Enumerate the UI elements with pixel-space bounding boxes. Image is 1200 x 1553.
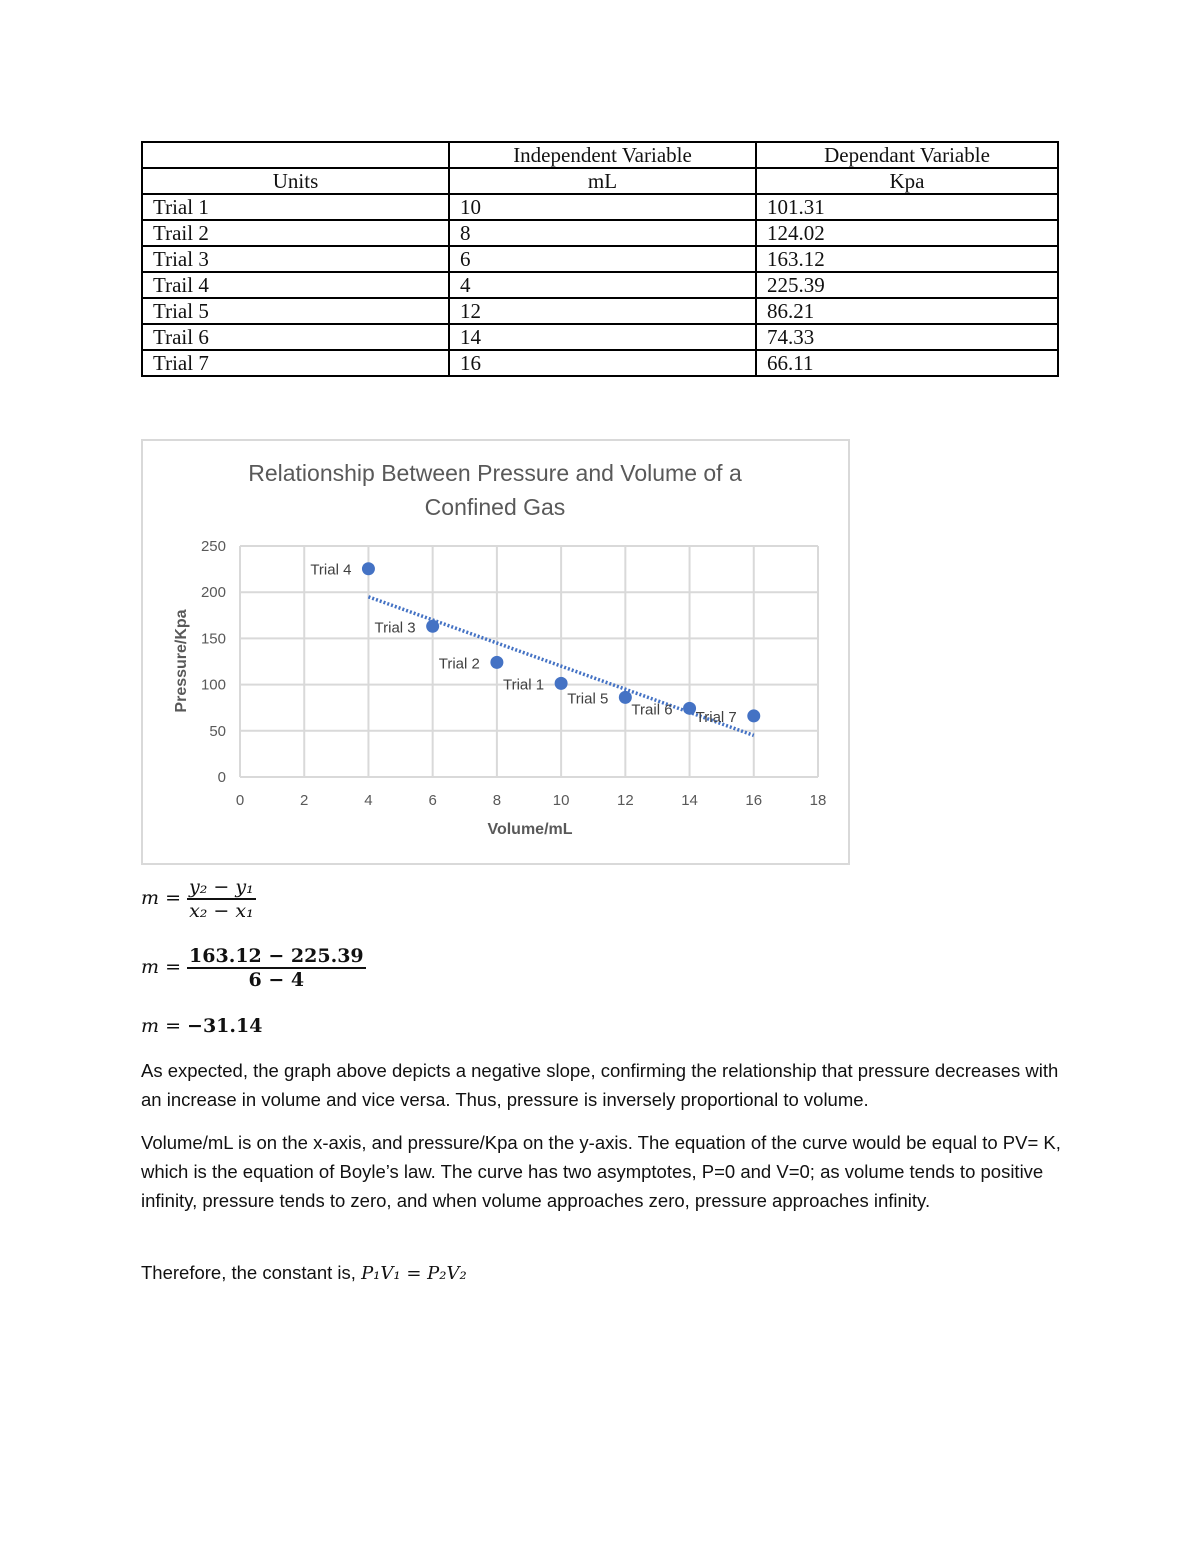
data-label: Trail 6 xyxy=(631,701,673,719)
y-tick-label: 200 xyxy=(200,584,226,602)
table-cell: 16 xyxy=(449,350,756,376)
x-tick-label: 0 xyxy=(235,792,245,809)
table-cell: 225.39 xyxy=(756,272,1058,298)
formula-numerator: y₂ − y₁ xyxy=(189,876,254,898)
x-tick-label: 6 xyxy=(428,792,437,809)
fraction xyxy=(187,876,256,922)
table-cell: 66.11 xyxy=(756,350,1058,376)
slope-formula xyxy=(141,876,256,922)
table-cell: 8 xyxy=(449,220,756,246)
table-cell: Trail 6 xyxy=(142,324,449,350)
table-cell: 163.12 xyxy=(756,246,1058,272)
data-point xyxy=(362,562,375,575)
x-tick-label: 14 xyxy=(681,792,698,809)
chart-container xyxy=(141,439,850,865)
chart-title-line-2: Confined Gas xyxy=(424,494,566,520)
table-row xyxy=(142,324,1058,350)
data-point xyxy=(426,620,439,633)
table-header-cell: Dependant Variable xyxy=(756,142,1058,168)
data-point xyxy=(490,656,503,669)
table-cell: Trial 7 xyxy=(142,350,449,376)
equals-sign: = xyxy=(165,956,181,978)
data-point xyxy=(619,691,632,704)
data-table xyxy=(141,141,1059,377)
data-point xyxy=(555,677,568,690)
table-cell: Trail 2 xyxy=(142,220,449,246)
data-label: Trial 5 xyxy=(567,690,609,708)
slope-symbol: m xyxy=(141,887,160,909)
data-label: Trial 1 xyxy=(502,676,545,694)
y-tick-label: 150 xyxy=(200,630,226,648)
slope-value: −31.14 xyxy=(187,1015,263,1037)
table-header-cell: Independent Variable xyxy=(449,142,756,168)
x-axis-label: Volume/mL xyxy=(487,821,573,838)
table-cell: 6 xyxy=(449,246,756,272)
table-cell: Trial 1 xyxy=(142,194,449,220)
paragraph-2: Volume/mL is on the x-axis, and pressure/Kpa on the y-axis. The equation of the curve would be equal to PV= K, which is the equation of Boyle’s law. The curve has two asymptotes, P=0 and V=0; as volume tends to positive infinity, pressure tends to zero, and when volume approaches zero, pressure approaches infinity. xyxy=(141,1132,1061,1211)
equals-sign: = xyxy=(165,1015,181,1037)
table-header-cell: mL xyxy=(449,168,756,194)
boyle-constant-expression: P₁V₁ = P₂V₂ xyxy=(361,1263,467,1284)
table-row xyxy=(142,220,1058,246)
data-label: Trial 7 xyxy=(695,708,737,726)
slope-substitution xyxy=(141,945,366,991)
formula-numerator: 163.12 − 225.39 xyxy=(189,945,364,967)
formula-denominator: x₂ − x₁ xyxy=(189,900,254,922)
table-cell: Trail 4 xyxy=(142,272,449,298)
data-point xyxy=(683,702,696,715)
table-row xyxy=(142,194,1058,220)
slope-symbol: m xyxy=(141,1015,160,1037)
y-tick-label: 250 xyxy=(200,538,226,555)
y-tick-label: 0 xyxy=(217,769,226,786)
data-label: Trial 2 xyxy=(438,655,480,673)
paragraph-3-text: Therefore, the constant is, xyxy=(141,1262,362,1283)
data-label: Trial 4 xyxy=(310,561,352,579)
y-axis-label: Pressure/Kpa xyxy=(173,609,190,713)
x-tick-label: 10 xyxy=(552,792,570,809)
data-point xyxy=(747,709,760,722)
x-tick-label: 18 xyxy=(809,792,827,809)
x-tick-label: 8 xyxy=(492,792,502,809)
slope-symbol: m xyxy=(141,956,160,978)
data-label: Trial 3 xyxy=(374,619,416,637)
table-cell: 12 xyxy=(449,298,756,324)
x-tick-label: 4 xyxy=(364,792,373,809)
table-header-row xyxy=(142,142,1058,168)
table-row xyxy=(142,350,1058,376)
table-cell: 4 xyxy=(449,272,756,298)
y-tick-label: 50 xyxy=(209,722,226,740)
table-cell: 74.33 xyxy=(756,324,1058,350)
table-cell: 10 xyxy=(449,194,756,220)
paragraph-1: As expected, the graph above depicts a negative slope, confirming the relationship that pressure decreases with an increase in volume and vice versa. Thus, pressure is inversely proportional to volume. xyxy=(141,1060,1059,1110)
x-tick-label: 2 xyxy=(300,792,309,809)
y-tick-label: 100 xyxy=(200,676,226,694)
table-cell: 86.21 xyxy=(756,298,1058,324)
table-cell: 14 xyxy=(449,324,756,350)
table-header-cell: Units xyxy=(142,168,449,194)
table-cell: 101.31 xyxy=(756,194,1058,220)
x-tick-label: 12 xyxy=(616,792,634,809)
table-row xyxy=(142,272,1058,298)
x-tick-label: 16 xyxy=(745,792,763,809)
table-cell: Trial 3 xyxy=(142,246,449,272)
fraction xyxy=(187,945,366,991)
slope-result xyxy=(141,1015,262,1037)
paragraph-3 xyxy=(141,1258,1071,1288)
table-row xyxy=(142,298,1058,324)
table-cell: Trial 5 xyxy=(142,298,449,324)
table-header-cell: Kpa xyxy=(756,168,1058,194)
formula-denominator: 6 − 4 xyxy=(248,969,305,991)
table-row xyxy=(142,246,1058,272)
table-cell: 124.02 xyxy=(756,220,1058,246)
scatter-chart xyxy=(143,441,848,863)
table-header-cell xyxy=(142,142,449,168)
table-units-row xyxy=(142,168,1058,194)
chart-title-line-1: Relationship Between Pressure and Volume of a xyxy=(248,460,742,486)
equals-sign: = xyxy=(165,887,181,909)
